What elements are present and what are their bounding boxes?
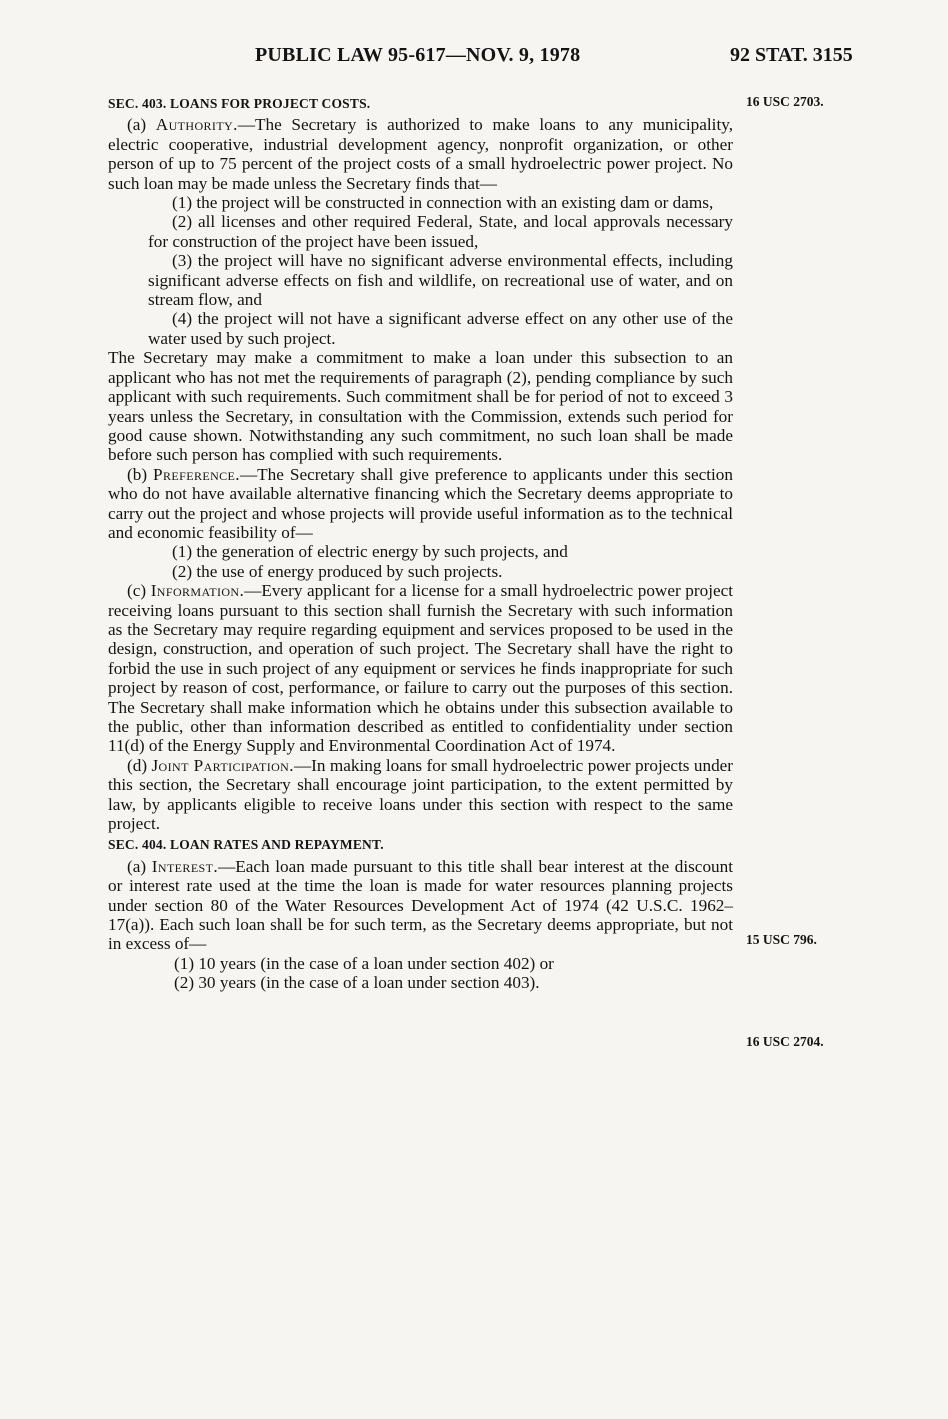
caption-joint-participation: Joint Participation. xyxy=(151,755,294,775)
caption-authority: Authority. xyxy=(155,115,238,135)
section-403-a-item-3: (3) the project will have no significant adverse environmental effects, including significant adverse effects on fish and wildlife, on recreational use of water, and on stream flow, and xyxy=(148,251,733,310)
caption-information: Information. xyxy=(150,581,245,601)
section-403-b: (b) Preference.—The Secretary shall give preference to applicants under this section who do not have available alternative financing which the Secretary deems appropriate to carry out the project and whose projects will provide useful information as to the technical and economic feasibility of— xyxy=(108,464,733,542)
section-403-a: (a) Authority.—The Secretary is authorized to make loans to any municipality, electric cooperative, industrial development agency, nonprofit organization, or other person of up to 75 percent of the project costs of a small hydroelectric power project. No such loan may be made unless the Secretary finds that— xyxy=(108,115,733,193)
margin-note-sec403: 16 USC 2703. xyxy=(746,94,824,109)
section-404-a-item-2: (2) 30 years (in the case of a loan under section 403). xyxy=(174,973,540,993)
caption-interest: Interest. xyxy=(151,856,219,876)
section-403-a-item-1: (1) the project will be constructed in connection with an existing dam or dams, xyxy=(172,193,714,213)
page-header xyxy=(0,44,948,76)
section-403-c: (c) Information.—Every applicant for a license for a small hydroelectric power project receiving loans pursuant to this section shall furnish the Secretary with such information as the Secretary may require regarding equipment and services proposed to be used in the design, construction, and operation of such project. The Secretary shall have the right to forbid the use in such project of any equipment or services he finds inappropriate for such project by reason of cost, performance, or failure to carry out the purposes of this section. The Secretary shall make information which he obtains under this subsection available to the public, other than information described as entitled to confidentiality under section 11(d) of the Energy Supply and Environmental Coordination Act of 1974. xyxy=(108,581,734,756)
running-title: PUBLIC LAW 95-617—NOV. 9, 1978 xyxy=(255,44,581,66)
section-403-a-item-2: (2) all licenses and other required Federal, State, and local approvals necessary for construction of the project have been issued, xyxy=(148,212,733,251)
section-403-heading: SEC. 403. LOANS FOR PROJECT COSTS. xyxy=(108,96,371,111)
section-403-a-item-4: (4) the project will not have a significant adverse effect on any other use of the water used by such project. xyxy=(148,309,733,348)
section-403-b-item-2: (2) the use of energy produced by such projects. xyxy=(172,561,503,581)
margin-note-sec404: 16 USC 2704. xyxy=(746,1034,824,1049)
section-403-b-item-1: (1) the generation of electric energy by such projects, and xyxy=(172,542,568,562)
page-number: 92 STAT. 3155 xyxy=(730,44,853,66)
section-404-a: (a) Interest.—Each loan made pursuant to this title shall bear interest at the discount or interest rate used at the time the loan is made for water resources planning projects under section 80 of the Water Resources Development Act of 1974 (42 U.S.C. 1962–17(a)). Each such loan shall be for such term, as the Secretary deems appropriate, but not in excess of— xyxy=(108,856,733,954)
section-404-heading: SEC. 404. LOAN RATES AND REPAYMENT. xyxy=(108,837,384,853)
margin-note-energy-act: 15 USC 796. xyxy=(746,932,817,947)
section-403-a-closing: The Secretary may make a commitment to make a loan under this subsection to an applicant who has not met the requirements of paragraph (2), pending compliance by such applicant with such requirements. Such commitment shall be for period of not to exceed 3 years unless the Secretary, in consultation with the Commission, extends such period for good cause shown. Notwithstanding any such commitment, no such loan shall be made before such person has complied with such requirements. xyxy=(108,348,733,465)
document-body xyxy=(108,92,733,993)
caption-preference: Preference. xyxy=(153,464,240,484)
section-403-d: (d) Joint Participation.—In making loans for small hydroelectric power projects under this section, the Secretary shall encourage joint participation, to the extent permitted by law, by applicants eligible to receive loans under this section with respect to the same project. xyxy=(108,755,734,834)
section-404-a-item-1: (1) 10 years (in the case of a loan under section 402) or xyxy=(174,953,554,973)
